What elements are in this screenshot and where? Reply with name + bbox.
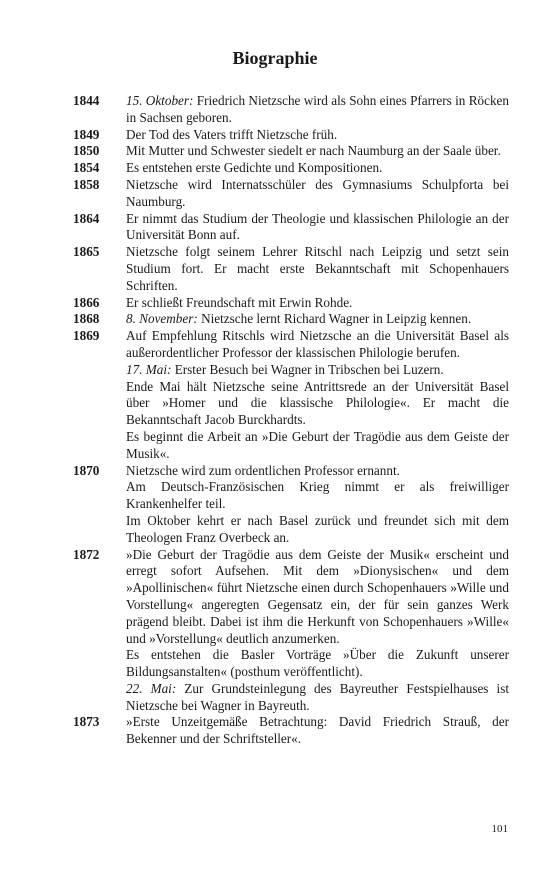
entry-paragraph <box>126 160 509 177</box>
entry-text <box>126 463 509 547</box>
timeline-entry <box>73 547 509 715</box>
entry-paragraph-text: Zur Grundsteinlegung des Bayreuther Festspielhauses ist Nietzsche bei Wagner in Bayreuth. <box>126 680 509 713</box>
entry-paragraph-text: Es entstehen die Basler Vorträge »Über die Zukunft unserer Bildungsanstalten« (posthum veröffentlicht). <box>126 647 509 680</box>
entry-paragraph <box>126 513 509 547</box>
entry-date-lead: 22. Mai: <box>126 680 177 696</box>
timeline-entry <box>73 127 509 144</box>
entry-text <box>126 295 509 312</box>
entry-text <box>126 177 509 211</box>
entry-text <box>126 244 509 294</box>
entry-paragraph-text: Erster Besuch bei Wagner in Tribschen bei Luzern. <box>174 361 444 377</box>
entry-paragraph-text: Nietzsche lernt Richard Wagner in Leipzig kennen. <box>201 311 472 327</box>
entry-year: 1872 <box>73 546 100 562</box>
entry-paragraph-text: Am Deutsch-Französischen Krieg nimmt er als freiwilliger Krankenhelfer teil. <box>126 479 509 512</box>
entry-paragraph <box>126 311 509 328</box>
entry-paragraph <box>126 295 509 312</box>
entry-paragraph <box>126 211 509 245</box>
entry-paragraph <box>126 93 509 127</box>
entry-paragraph-text: Ende Mai hält Nietzsche seine Antrittsrede an der Universität Basel über »Homer und die klassische Philologie«. Er macht die Bekanntschaft Jacob Burckhardts. <box>126 378 509 428</box>
timeline-entry <box>73 93 509 127</box>
entry-year: 1868 <box>73 311 100 327</box>
entry-year: 1858 <box>73 176 100 192</box>
entry-paragraph-text: »Die Geburt der Tragödie aus dem Geiste der Musik« erscheint und erregt sofort Aufsehen. Mit dem »Dionysischen« und dem »Apollinischen« führt Nietzsche einen durch Schopenhauers »Wille und Vorstellung« angeregten Gegensatz ein, der für sein ganzes Werk prägend bleibt. Dabei ist ihm die Herkunft von Schopenhauers »Wille« und »Vorstellung« deutlich anzumerken. <box>126 546 509 646</box>
entry-year: 1849 <box>73 126 100 142</box>
entry-paragraph-text: Es entstehen erste Gedichte und Kompositionen. <box>126 160 383 176</box>
timeline-entry <box>73 177 509 211</box>
entry-date-lead: 8. November: <box>126 311 198 327</box>
entry-paragraph <box>126 244 509 294</box>
timeline-entry <box>73 211 509 245</box>
entry-year: 1870 <box>73 462 100 478</box>
timeline <box>73 93 509 748</box>
entry-paragraph-text: Friedrich Nietzsche wird als Sohn eines Pfarrers in Röcken in Sachsen geboren. <box>126 93 509 125</box>
entry-text <box>126 211 509 245</box>
entry-paragraph <box>126 479 509 513</box>
entry-paragraph <box>126 328 509 362</box>
entry-paragraph <box>126 379 509 429</box>
entry-paragraph <box>126 362 509 379</box>
entry-paragraph <box>126 714 509 748</box>
entry-text <box>126 93 509 127</box>
entry-year: 1873 <box>73 714 100 730</box>
timeline-entry <box>73 143 509 160</box>
entry-text <box>126 328 509 462</box>
entry-paragraph <box>126 143 509 160</box>
entry-paragraph-text: Im Oktober kehrt er nach Basel zurück und freundet sich mit dem Theologen Franz Overbeck an. <box>126 512 509 545</box>
entry-paragraph <box>126 647 509 681</box>
timeline-entry <box>73 463 509 547</box>
entry-paragraph-text: Auf Empfehlung Ritschls wird Nietzsche an die Universität Basel als außerordentlicher Professor der klassischen Philologie berufen. <box>126 328 509 360</box>
timeline-entry <box>73 311 509 328</box>
entry-text <box>126 714 509 748</box>
entry-year: 1865 <box>73 244 100 260</box>
entry-text <box>126 143 509 160</box>
entry-paragraph-text: Er nimmt das Studium der Theologie und klassischen Philologie an der Universität Bonn auf. <box>126 210 509 243</box>
entry-paragraph-text: Mit Mutter und Schwester siedelt er nach Naumburg an der Saale über. <box>126 143 501 159</box>
timeline-entry <box>73 714 509 748</box>
timeline-entry <box>73 328 509 462</box>
entry-year: 1864 <box>73 210 100 226</box>
entry-paragraph-text: Der Tod des Vaters trifft Nietzsche früh. <box>126 126 338 142</box>
entry-year: 1869 <box>73 328 100 344</box>
entry-text <box>126 547 509 715</box>
entry-text <box>126 160 509 177</box>
entry-paragraph <box>126 547 509 648</box>
entry-paragraph <box>126 127 509 144</box>
entry-paragraph-text: Er schließt Freundschaft mit Erwin Rohde. <box>126 294 353 310</box>
entry-date-lead: 17. Mai: <box>126 361 172 377</box>
page-number: 101 <box>491 823 508 835</box>
entry-paragraph <box>126 429 509 463</box>
page-title: Biographie <box>232 48 318 68</box>
timeline-entry <box>73 295 509 312</box>
entry-year: 1854 <box>73 160 100 176</box>
timeline-entry <box>73 244 509 294</box>
entry-paragraph-text: »Erste Unzeitgemäße Betrachtung: David Friedrich Strauß, der Bekenner und der Schriftsteller«. <box>126 714 509 747</box>
entry-paragraph <box>126 177 509 211</box>
entry-year: 1844 <box>73 93 100 108</box>
entry-text <box>126 311 509 328</box>
entry-paragraph <box>126 681 509 715</box>
entry-paragraph-text: Nietzsche wird zum ordentlichen Professor ernannt. <box>126 462 400 478</box>
entry-year: 1866 <box>73 294 100 310</box>
entry-paragraph-text: Es beginnt die Arbeit an »Die Geburt der Tragödie aus dem Geiste der Musik«. <box>126 428 509 461</box>
entry-paragraph <box>126 463 509 480</box>
entry-paragraph-text: Nietzsche wird Internatsschüler des Gymnasiums Schulpforta bei Naumburg. <box>126 176 509 209</box>
entry-text <box>126 127 509 144</box>
timeline-entry <box>73 160 509 177</box>
entry-year: 1850 <box>73 143 100 159</box>
entry-paragraph-text: Nietzsche folgt seinem Lehrer Ritschl nach Leipzig und setzt sein Studium fort. Er macht erste Bekanntschaft mit Schopenhauers Schriften. <box>126 244 509 293</box>
entry-date-lead: 15. Oktober: <box>126 93 194 108</box>
